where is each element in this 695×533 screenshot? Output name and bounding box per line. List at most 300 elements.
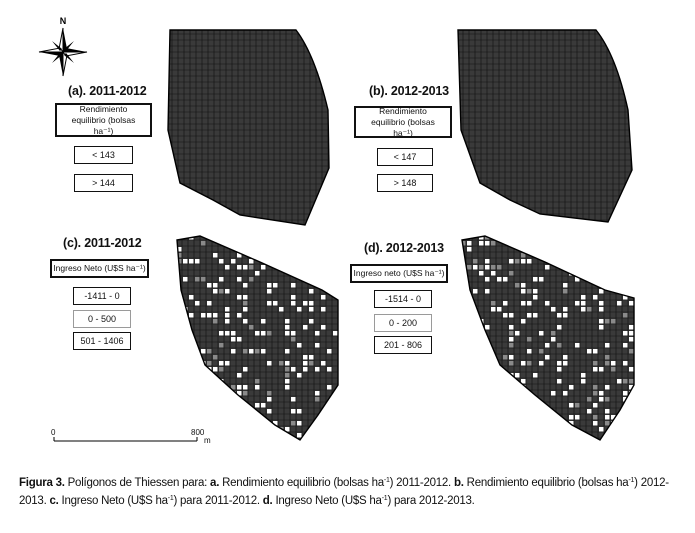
field-cell <box>231 415 236 420</box>
field-cell <box>551 241 556 246</box>
panel-c-legend-item: -1411 - 0 <box>73 287 131 305</box>
field-cell <box>587 265 592 270</box>
field-cell <box>491 301 496 306</box>
field-cell <box>339 355 344 360</box>
field-cell <box>623 391 628 396</box>
field-cell <box>189 421 194 426</box>
field-cell <box>291 421 296 426</box>
field-cell <box>467 319 472 324</box>
field-cell <box>327 367 332 372</box>
field-cell <box>635 427 640 432</box>
field-cell <box>237 277 242 282</box>
field-cell <box>467 313 472 318</box>
caption-part-label: c. <box>49 495 59 507</box>
field-cell <box>333 403 338 408</box>
field-cell <box>557 343 562 348</box>
field-cell <box>309 265 314 270</box>
field-cell <box>219 289 224 294</box>
field-cell <box>605 265 610 270</box>
field-cell <box>339 241 344 246</box>
field-cell <box>485 265 490 270</box>
field-cell <box>467 265 472 270</box>
field-cell <box>629 427 634 432</box>
field-cell <box>267 361 272 366</box>
field-cell <box>611 367 616 372</box>
field-cell <box>273 253 278 258</box>
field-cell <box>539 349 544 354</box>
field-cell <box>267 397 272 402</box>
scale-start-label: 0 <box>51 428 56 437</box>
field-cell <box>593 403 598 408</box>
field-cell <box>231 331 236 336</box>
field-cell <box>207 301 212 306</box>
field-cell <box>303 259 308 264</box>
field-cell <box>267 391 272 396</box>
panel-b-title: (b). 2012-2013 <box>369 84 449 98</box>
field-cell <box>617 277 622 282</box>
field-cell <box>255 379 260 384</box>
field-cell <box>297 235 302 240</box>
field-cell <box>243 283 248 288</box>
field-cell <box>485 259 490 264</box>
field-cell <box>551 337 556 342</box>
field-cell <box>521 259 526 264</box>
field-cell <box>291 409 296 414</box>
field-cell <box>527 289 532 294</box>
field-cell <box>201 313 206 318</box>
field-cell <box>225 265 230 270</box>
field-cell <box>521 241 526 246</box>
field-cell <box>593 361 598 366</box>
field-cell <box>255 235 260 240</box>
panel-c-legend-item: 0 - 500 <box>73 310 131 328</box>
field-cell <box>321 271 326 276</box>
field-cell <box>521 427 526 432</box>
field-cell <box>333 439 338 444</box>
field-cell <box>593 295 598 300</box>
field-cell <box>629 349 634 354</box>
panel-d-title: (d). 2012-2013 <box>364 241 444 255</box>
field-cell <box>333 415 338 420</box>
field-cell <box>327 433 332 438</box>
field-cell <box>225 427 230 432</box>
field-cell <box>593 253 598 258</box>
field-cell <box>327 385 332 390</box>
field-cell <box>267 439 272 444</box>
field-cell <box>219 277 224 282</box>
field-cell <box>225 319 230 324</box>
field-cell <box>485 289 490 294</box>
field-cell <box>629 301 634 306</box>
field-cell <box>503 277 508 282</box>
field-cell <box>569 265 574 270</box>
field-cell <box>279 361 284 366</box>
panel-c-legend-title: Ingreso Neto (U$S ha⁻¹) <box>50 259 149 278</box>
figure-caption <box>19 474 683 510</box>
field-cell <box>611 361 616 366</box>
field-cell <box>177 337 182 342</box>
field-cell <box>479 373 484 378</box>
field-cell <box>623 343 628 348</box>
field-cell <box>315 367 320 372</box>
field-cell <box>303 301 308 306</box>
field-cell <box>309 301 314 306</box>
field-cell <box>479 385 484 390</box>
map-panel-c <box>176 234 344 444</box>
field-cell <box>563 289 568 294</box>
field-cell <box>629 367 634 372</box>
field-cell <box>321 325 326 330</box>
field-cell <box>605 247 610 252</box>
field-cell <box>219 403 224 408</box>
panel-c-legend-item: 501 - 1406 <box>73 332 131 350</box>
field-cell <box>599 367 604 372</box>
field-cell <box>461 439 466 444</box>
field-cell <box>485 439 490 444</box>
field-cell <box>557 379 562 384</box>
field-cell <box>207 313 212 318</box>
field-cell <box>473 343 478 348</box>
caption-part-label: d. <box>262 495 273 507</box>
field-cell <box>467 397 472 402</box>
field-cell <box>297 307 302 312</box>
field-cell <box>503 391 508 396</box>
field-cell <box>201 241 206 246</box>
field-cell <box>545 343 550 348</box>
field-cell <box>285 319 290 324</box>
field-cell <box>467 337 472 342</box>
panel-b-legend-title: Rendimiento equilibrio (bolsas ha⁻¹) <box>354 106 452 138</box>
field-cell <box>491 355 496 360</box>
field-cell <box>557 325 562 330</box>
field-cell <box>219 361 224 366</box>
field-cell <box>605 319 610 324</box>
field-cell <box>509 355 514 360</box>
field-cell <box>479 439 484 444</box>
field-cell <box>503 355 508 360</box>
field-cell <box>605 397 610 402</box>
field-cell <box>509 259 514 264</box>
field-cell <box>581 301 586 306</box>
field-cell <box>243 307 248 312</box>
field-cell <box>539 277 544 282</box>
field-cell <box>599 307 604 312</box>
field-cell <box>195 259 200 264</box>
field-cell <box>461 331 466 336</box>
field-cell <box>321 241 326 246</box>
field-cell <box>497 415 502 420</box>
field-cell <box>201 277 206 282</box>
field-cell <box>291 397 296 402</box>
field-cell <box>255 349 260 354</box>
field-cell <box>321 235 326 240</box>
field-cell <box>563 355 568 360</box>
field-cell <box>183 427 188 432</box>
field-cell <box>479 433 484 438</box>
field-cell <box>569 385 574 390</box>
field-cell <box>563 307 568 312</box>
field-cell <box>461 271 466 276</box>
field-cell <box>279 259 284 264</box>
field-cell <box>207 349 212 354</box>
field-cell <box>291 259 296 264</box>
field-cell <box>545 265 550 270</box>
caption-part-sup: -1 <box>628 477 635 484</box>
caption-part-text: Rendimiento equilibrio (bolsas ha <box>466 477 629 489</box>
field-cell <box>279 307 284 312</box>
field-cell <box>569 415 574 420</box>
field-cell <box>321 307 326 312</box>
field-cell <box>629 415 634 420</box>
field-cell <box>303 361 308 366</box>
field-cell <box>339 277 344 282</box>
field-cell <box>219 343 224 348</box>
field-cell <box>213 367 218 372</box>
field-cell <box>255 403 260 408</box>
field-cell <box>213 397 218 402</box>
field-cell <box>491 397 496 402</box>
field-cell <box>527 301 532 306</box>
field-cell <box>605 343 610 348</box>
field-cell <box>623 253 628 258</box>
field-cell <box>285 331 290 336</box>
field-cell <box>201 415 206 420</box>
field-cell <box>213 313 218 318</box>
field-cell <box>491 265 496 270</box>
field-cell <box>521 283 526 288</box>
caption-part-after: ) 2011-2012. <box>389 477 451 489</box>
field-cell <box>309 439 314 444</box>
field-cell <box>195 355 200 360</box>
field-cell <box>557 367 562 372</box>
field-cell <box>327 349 332 354</box>
field-cell <box>521 391 526 396</box>
field-cell <box>599 391 604 396</box>
field-cell <box>491 379 496 384</box>
field-cell <box>231 259 236 264</box>
field-cell <box>473 289 478 294</box>
field-cell <box>605 361 610 366</box>
field-cell <box>515 331 520 336</box>
caption-part-sup: -1 <box>383 477 390 484</box>
field-cell <box>521 289 526 294</box>
field-cell <box>225 313 230 318</box>
field-cell <box>557 433 562 438</box>
field-cell <box>291 331 296 336</box>
field-cell <box>503 313 508 318</box>
field-cell <box>473 325 478 330</box>
field-cell <box>533 373 538 378</box>
field-cell <box>497 277 502 282</box>
field-cell <box>593 247 598 252</box>
field-cell <box>285 325 290 330</box>
field-cell <box>467 415 472 420</box>
field-cell <box>219 259 224 264</box>
caption-part-text: Ingreso Neto (U$S ha <box>275 495 382 507</box>
field-cell <box>503 385 508 390</box>
panel-d-legend-item: -1514 - 0 <box>374 290 432 308</box>
field-cell <box>539 331 544 336</box>
field-cell <box>563 313 568 318</box>
panel-d-legend-title: Ingreso neto (U$S ha⁻¹) <box>350 264 448 283</box>
field-cell <box>267 289 272 294</box>
field-cell <box>551 331 556 336</box>
field-cell <box>243 415 248 420</box>
field-cell <box>285 259 290 264</box>
field-cell <box>255 331 260 336</box>
field-cell <box>309 307 314 312</box>
field-cell <box>587 307 592 312</box>
field-cell <box>189 415 194 420</box>
field-cell <box>491 427 496 432</box>
field-cell <box>219 415 224 420</box>
field-cell <box>599 427 604 432</box>
field-cell <box>569 403 574 408</box>
field-cell <box>225 307 230 312</box>
field-cell <box>509 235 514 240</box>
field-cell <box>285 373 290 378</box>
field-cell <box>249 325 254 330</box>
field-cell <box>563 283 568 288</box>
field-cell <box>189 259 194 264</box>
field-cell <box>339 439 344 444</box>
map-panel-d <box>460 234 640 444</box>
field-cell <box>479 271 484 276</box>
field-cell <box>629 331 634 336</box>
field-cell <box>479 331 484 336</box>
field-cell <box>213 319 218 324</box>
field-cell <box>467 391 472 396</box>
field-cell <box>551 259 556 264</box>
field-cell <box>515 373 520 378</box>
field-cell <box>315 343 320 348</box>
field-cell <box>581 373 586 378</box>
field-cell <box>599 241 604 246</box>
field-cell <box>509 337 514 342</box>
field-cell <box>491 271 496 276</box>
field-cell <box>237 337 242 342</box>
field-cell <box>509 271 514 276</box>
field-cell <box>593 415 598 420</box>
field-cell <box>593 421 598 426</box>
field-cell <box>557 313 562 318</box>
field-cell <box>273 301 278 306</box>
field-cell <box>599 325 604 330</box>
field-cell <box>303 325 308 330</box>
field-cell <box>189 295 194 300</box>
field-cell <box>309 355 314 360</box>
field-cell <box>629 379 634 384</box>
field-cell <box>581 379 586 384</box>
field-cell <box>611 259 616 264</box>
field-cell <box>605 385 610 390</box>
field-cell <box>503 421 508 426</box>
field-cell <box>213 235 218 240</box>
field-cell <box>297 421 302 426</box>
caption-intro: Polígonos de Thiessen para: <box>67 477 208 489</box>
field-cell <box>243 349 248 354</box>
field-cell <box>551 307 556 312</box>
field-cell <box>291 295 296 300</box>
field-cell <box>303 355 308 360</box>
field-cell <box>297 433 302 438</box>
field-cell <box>617 259 622 264</box>
field-cell <box>339 379 344 384</box>
field-cell <box>309 361 314 366</box>
field-cell <box>491 403 496 408</box>
field-cell <box>237 313 242 318</box>
field-cell <box>563 247 568 252</box>
field-cell <box>285 385 290 390</box>
field-cell <box>611 319 616 324</box>
field-cell <box>539 361 544 366</box>
field-cell <box>473 385 478 390</box>
field-cell <box>509 343 514 348</box>
field-cell <box>527 349 532 354</box>
field-cell <box>243 301 248 306</box>
field-cell <box>497 307 502 312</box>
scale-bar <box>54 437 197 441</box>
field-cell <box>219 331 224 336</box>
field-cell <box>635 367 640 372</box>
field-cell <box>581 307 586 312</box>
field-cell <box>243 319 248 324</box>
field-cell <box>303 253 308 258</box>
field-cell <box>177 319 182 324</box>
field-cell <box>617 265 622 270</box>
field-cell <box>249 265 254 270</box>
field-cell <box>635 331 640 336</box>
field-cell <box>557 253 562 258</box>
field-cell <box>339 373 344 378</box>
field-cell <box>255 385 260 390</box>
field-cell <box>219 367 224 372</box>
field-cell <box>309 289 314 294</box>
field-cell <box>321 295 326 300</box>
field-cell <box>593 367 598 372</box>
field-cell <box>593 391 598 396</box>
field-cell <box>297 409 302 414</box>
field-cell <box>485 277 490 282</box>
field-cell <box>291 367 296 372</box>
field-cell <box>497 265 502 270</box>
field-cell <box>339 343 344 348</box>
field-cell <box>237 295 242 300</box>
field-cell <box>279 235 284 240</box>
map-panel-a <box>166 28 332 228</box>
field-cell <box>249 277 254 282</box>
field-cell <box>237 427 242 432</box>
field-cell <box>587 409 592 414</box>
map-panel-b <box>457 28 635 224</box>
field-cell <box>183 277 188 282</box>
field-cell <box>491 367 496 372</box>
field-cell <box>213 283 218 288</box>
field-cell <box>581 295 586 300</box>
panel-b-legend-item: > 148 <box>377 174 433 192</box>
field-cell <box>315 259 320 264</box>
field-cell <box>635 235 640 240</box>
field-cell <box>539 403 544 408</box>
field-cell <box>521 319 526 324</box>
field-cell <box>285 367 290 372</box>
panel-d-legend-item: 0 - 200 <box>374 314 432 332</box>
caption-part-text: Rendimiento equilibrio (bolsas ha <box>222 477 384 489</box>
field-cell <box>509 403 514 408</box>
field-cell <box>285 349 290 354</box>
field-cell <box>339 319 344 324</box>
field-cell <box>563 361 568 366</box>
